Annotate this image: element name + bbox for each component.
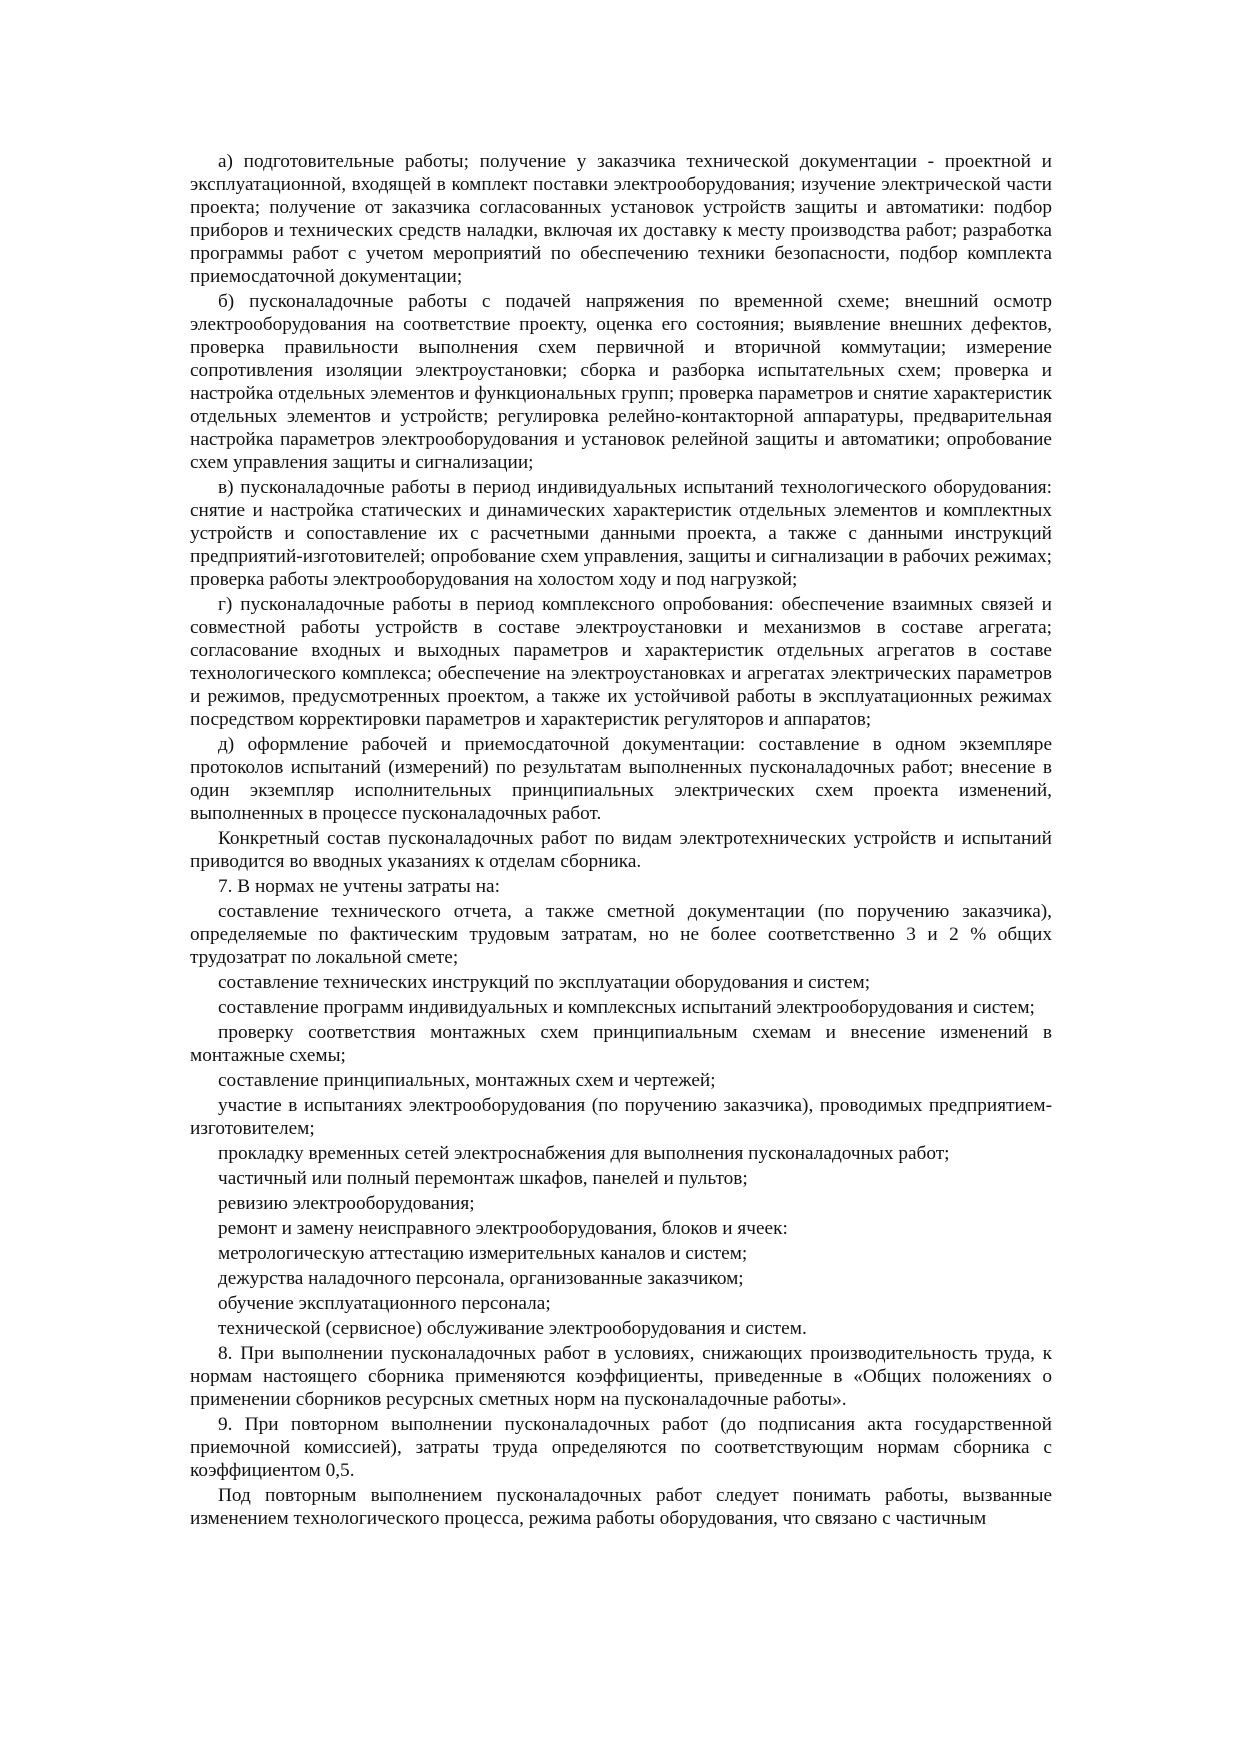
paragraph-duty: дежурства наладочного персонала, организованные заказчиком; [218, 1268, 744, 1289]
document-page [190, 150, 1052, 1532]
paragraph-drawings: составление принципиальных, монтажных схем и чертежей; [218, 1070, 716, 1091]
paragraph-specific-composition: Конкретный состав пусконаладочных работ по видам электротехнических устройств и испытаний приводится во вводных указаниях к отделам сборника. [190, 828, 1052, 872]
paragraph-technical-report: составление технического отчета, а также сметной документации (по поручению заказчика), определяемые по фактическим трудовым затратам, но не более соответственно 3 и 2 % общих трудозатрат по локальной смете; [190, 901, 1052, 968]
paragraph-item-9: 9. При повторном выполнении пусконаладочных работ (до подписания акта государственной приемочной комиссией), затраты труда определяются по соответствующим нормам сборника с коэффициентом 0,5. [190, 1414, 1052, 1481]
paragraph-temporary-networks: прокладку временных сетей электроснабжения для выполнения пусконаладочных работ; [218, 1143, 950, 1164]
paragraph-item-7-heading: 7. В нормах не учтены затраты на: [218, 876, 500, 897]
paragraph-reassembly: частичный или полный перемонтаж шкафов, панелей и пультов; [218, 1168, 748, 1189]
paragraph-technical-instructions: составление технических инструкций по эксплуатации оборудования и систем; [218, 972, 871, 993]
paragraph-revision: ревизию электрооборудования; [218, 1193, 475, 1214]
paragraph-individual-tests-works: в) пусконаладочные работы в период индивидуальных испытаний технологического оборудования: снятие и настройка статических и динамических характеристик отдельных элементов и комплектных устройств и сопоставление их с расчетными данными проекта, а также с данными инструкций предприятий-изготовителей; опробование схем управления, защиты и сигнализации в рабочих режимах; проверка работы электрооборудования на холостом ходу и под нагрузкой; [190, 477, 1052, 590]
paragraph-scheme-verification: проверку соответствия монтажных схем принципиальным схемам и внесение изменений в монтажные схемы; [190, 1022, 1052, 1066]
paragraph-repair: ремонт и замену неисправного электрооборудования, блоков и ячеек: [218, 1218, 788, 1239]
paragraph-item-8: 8. При выполнении пусконаладочных работ в условиях, снижающих производительность труда, к нормам настоящего сборника применяются коэффициенты, приведенные в «Общих положениях о применении сборников ресурсных сметных норм на пусконаладочные работы». [190, 1343, 1052, 1410]
paragraph-manufacturer-tests: участие в испытаниях электрооборудования (по поручению заказчика), проводимых предприятием-изготовителем; [190, 1095, 1052, 1139]
paragraph-metrology: метрологическую аттестацию измерительных каналов и систем; [218, 1243, 748, 1264]
paragraph-documentation-works: д) оформление рабочей и приемосдаточной документации: составление в одном экземпляре протоколов испытаний (измерений) по результатам выполненных пусконаладочных работ; внесение в один экземпляр исполнительных принципиальных электрических схем проекта изменений, выполненных в процессе пусконаладочных работ. [190, 734, 1052, 824]
paragraph-temporary-voltage-works: б) пусконаладочные работы с подачей напряжения по временной схеме; внешний осмотр электрооборудования на соответствие проекту, оценка его состояния; выявление внешних дефектов, проверка правильности выполнения схем первичной и вторичной коммутации; измерение сопротивления изоляции электроустановки; сборка и разборка испытательных схем; проверка и настройка отдельных элементов и функциональных групп; проверка параметров и снятие характеристик отдельных элементов и устройств; регулировка релейно-контакторной аппаратуры, предварительная настройка параметров электрооборудования и установок релейной защиты и автоматики; опробование схем управления защиты и сигнализации; [190, 291, 1052, 473]
paragraph-preparatory-works: а) подготовительные работы; получение у заказчика технической документации - проектной и эксплуатационной, входящей в комплект поставки электрооборудования; изучение электрической части проекта; получение от заказчика согласованных установок устройств защиты и автоматики: подбор приборов и технических средств наладки, включая их доставку к месту производства работ; разработка программы работ с учетом мероприятий по обеспечению техники безопасности, подбор комплекта приемосдаточной документации; [190, 151, 1052, 287]
paragraph-complex-testing-works: г) пусконаладочные работы в период комплексного опробования: обеспечение взаимных связей и совместной работы устройств в составе электроустановки и механизмов в составе агрегата; согласование входных и выходных параметров и характеристик отдельных агрегатов в составе технологического комплекса; обеспечение на электроустановках и агрегатах электрических параметров и режимов, предусмотренных проектом, а также их устойчивой работы в эксплуатационных режимах посредством корректировки параметров и характеристик регуляторов и аппаратов; [190, 594, 1052, 730]
paragraph-training: обучение эксплуатационного персонала; [218, 1293, 551, 1314]
paragraph-repeated-works: Под повторным выполнением пусконаладочных работ следует понимать работы, вызванные изменением технологического процесса, режима работы оборудования, что связано с частичным [190, 1485, 1052, 1529]
paragraph-service: технической (сервисное) обслуживание электрооборудования и систем. [218, 1318, 807, 1339]
paragraph-test-programs: составление программ индивидуальных и комплексных испытаний электрооборудования и систем; [218, 997, 1035, 1018]
